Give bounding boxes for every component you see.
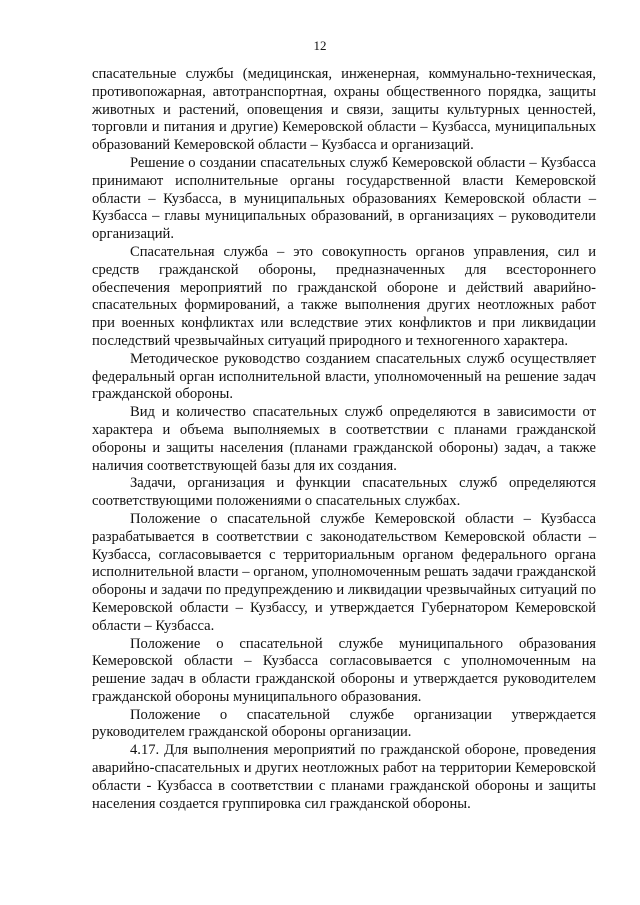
paragraph-type-and-number: Вид и количество спасательных служб определяются в зависимости от характера и объема выполняемых в соответствии с планами гражданской обороны и защиты населения (планами гражданской обороны) задач, а также наличия соответствующей базы для их создания.: [92, 404, 596, 474]
paragraph-creation-decision: Решение о создании спасательных служб Кемеровской области – Кузбасса принимают исполнительные органы государственной власти Кемеровской области – Кузбасса, в муниципальных образованиях Кемеровской области – Кузбасса – главы муниципальных образований, в организациях – руководители организаций.: [92, 154, 596, 243]
page-number: 12: [313, 38, 327, 53]
paragraph-organization-regulation: Положение о спасательной службе организации утверждается руководителем гражданской обороны организации.: [92, 706, 596, 741]
paragraph-municipal-regulation: Положение о спасательной службе муниципального образования Кемеровской области – Кузбасса согласовывается с уполномоченным на решение задач в области гражданской обороны и утверждается руководителем гражданской обороны муниципального образования.: [92, 635, 596, 705]
document-body: [92, 66, 596, 813]
paragraph-rescue-services-list: спасательные службы (медицинская, инженерная, коммунально-техническая, противопожарная, автотранспортная, охраны общественного порядка, защиты животных и растений, оповещения и связи, защиты культурных ценностей, торговли и питания и другие) Кемеровской области – Кузбасса, муниципальных образований Кемеровской области – Кузбасса и организаций.: [92, 66, 596, 154]
paragraph-methodical-guidance: Методическое руководство созданием спасательных служб осуществляет федеральный орган исполнительной власти, уполномоченный на решение задач гражданской обороны.: [92, 350, 596, 403]
paragraph-section-4-17: 4.17. Для выполнения мероприятий по гражданской обороне, проведения аварийно-спасательных и других неотложных работ на территории Кемеровской области - Кузбасса в соответствии с планами гражданской обороны и защиты населения создается группировка сил гражданской обороны.: [92, 742, 596, 812]
paragraph-rescue-service-definition: Спасательная служба – это совокупность органов управления, сил и средств гражданской обороны, предназначенных для всестороннего обеспечения мероприятий по гражданской обороне и действий аварийно-спасательных формирований, а также выполнения других неотложных работ при военных конфликтах или вследствие этих конфликтов и при ликвидации последствий чрезвычайных ситуаций природного и техногенного характера.: [92, 243, 596, 349]
paragraph-tasks-organization: Задачи, организация и функции спасательных служб определяются соответствующими положениями о спасательных службах.: [92, 475, 596, 510]
paragraph-regional-regulation: Положение о спасательной службе Кемеровской области – Кузбасса разрабатывается в соответствии с законодательством Кемеровской области – Кузбасса, согласовывается с территориальным органом федерального органа исполнительной власти – органом, уполномоченным решать задачи гражданской обороны и задачи по предупреждению и ликвидации чрезвычайных ситуаций по Кемеровской области – Кузбассу, и утверждается Губернатором Кемеровской области – Кузбасса.: [92, 510, 596, 634]
